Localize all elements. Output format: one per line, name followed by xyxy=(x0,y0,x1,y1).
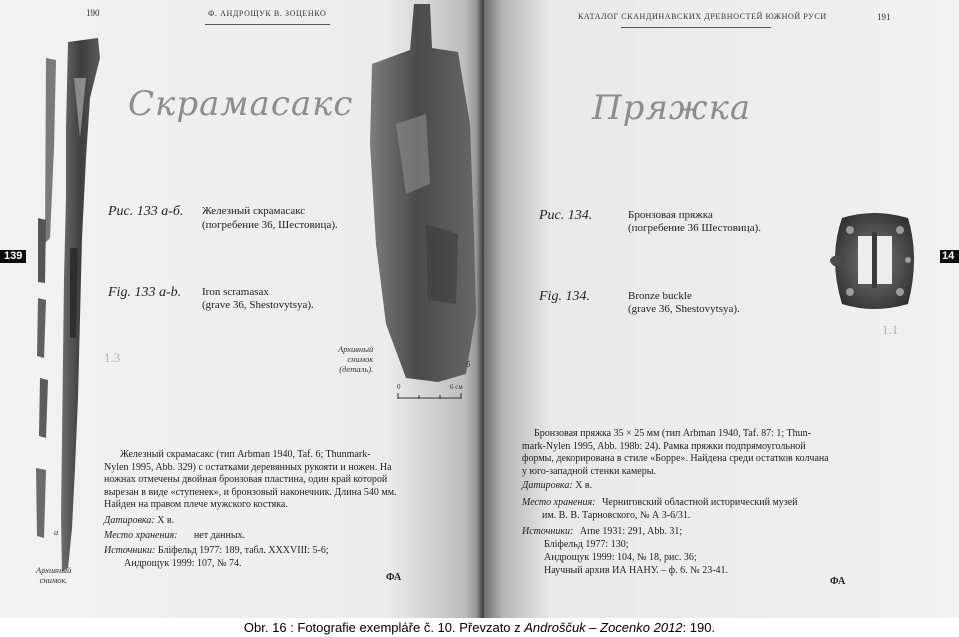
fig-en-label-right: Fig. 134. xyxy=(539,289,590,304)
storage-label: Место хранения: xyxy=(522,497,596,508)
body-line: формы, декорирована в стиле «Борре». Найдена среди остатков колчана xyxy=(522,453,829,464)
fig-ru-label-left: Рис. 133 а-б. xyxy=(108,204,184,219)
dating-row-left xyxy=(104,515,174,528)
page-tab-left: 139 xyxy=(0,250,26,263)
archive-note-line-2: снимок xyxy=(347,354,374,364)
body-line: Бронзовая пряжка 35 × 25 мм (тип Arbman 1940, Taf. 87: 1; Thun- xyxy=(534,428,811,439)
fig-ru-label-right: Рис. 134. xyxy=(539,208,593,223)
body-line: Найден на правом плече мужского костяка. xyxy=(104,499,288,510)
fig-en-caption-right-1: Bronze buckle xyxy=(628,290,692,302)
caption-prefix: Obr. 16 : Fotografie exempláře č. 10. Převzato z xyxy=(243,620,525,635)
running-head-right: КАТАЛОГ СКАНДИНАВСКИХ ДРЕВНОСТЕЙ ЮЖНОЙ РУСИ xyxy=(578,12,827,21)
sources-row-right-3: Андрощук 1999: 104, № 18, рис. 36; xyxy=(544,552,697,563)
body-line: Железный скрамасакс (тип Arbman 1940, Taf. 6; Thunmark- xyxy=(120,449,371,460)
fig-ru-caption-right-2: (погребение 36 Шестовица). xyxy=(628,222,761,234)
storage-row-right-2: им. В. В. Тарновского, № А 3-6/31. xyxy=(542,510,691,521)
body-line: Nylen 1995, Abb. 329) с остатками деревянных рукояти и ножен. На xyxy=(104,461,392,473)
number-marker-left: 1.3 xyxy=(104,350,121,365)
scale-end-label: 6 см xyxy=(450,383,463,391)
body-line: у юго-западной стенки камеры. xyxy=(522,465,656,477)
number-marker-right: 1.1 xyxy=(882,322,899,337)
caption-authors: Androščuk – Zocenko 2012 xyxy=(524,620,683,635)
bottom-archive-line-1: Архивный xyxy=(36,565,72,575)
left-page xyxy=(0,0,484,618)
fig-ru-caption-right-1: Бронзовая пряжка xyxy=(628,209,713,221)
body-line: ножнах отмечены двойная бронзовая пластина, один край которой xyxy=(104,474,388,485)
storage-row-left xyxy=(104,530,245,543)
fig-ru-caption-left-2: (погребение 36, Шестовица). xyxy=(202,219,338,231)
page-number-right: 191 xyxy=(877,12,891,22)
dating-row-right xyxy=(522,480,592,493)
letter-b-label: б xyxy=(466,359,471,369)
page-title-left: Скрамасакс xyxy=(128,84,354,124)
fa-mark-right: ФА xyxy=(830,576,846,587)
fig-ru-caption-left-1: Железный скрамасакс xyxy=(202,205,306,217)
body-text-left xyxy=(104,449,397,512)
storage-row-right xyxy=(522,497,798,510)
sources-row-left-2: Андрощук 1999: 107, № 74. xyxy=(124,558,242,569)
storage-value-1: Черниговский областной исторический музей xyxy=(601,497,798,508)
dating-value: X в. xyxy=(157,515,175,526)
sources-row-left xyxy=(104,545,329,558)
sources-label: Источники: xyxy=(522,526,574,537)
body-line: mark-Nylen 1995, Abb. 198b: 24). Рамка пряжки подпрямоугольной xyxy=(522,440,806,452)
header-rule-right xyxy=(621,27,771,28)
sources-value-1: Бліфельд 1977: 189, табл. XXXVIII: 5-6; xyxy=(157,545,329,556)
page-title-right: Пряжка xyxy=(592,88,752,128)
bottom-archive-note xyxy=(36,565,71,585)
figure-caption xyxy=(0,618,959,637)
caption-suffix: : 190. xyxy=(682,620,716,635)
bronze-buckle-photo xyxy=(824,208,924,313)
sources-label: Источники: xyxy=(104,545,156,556)
scale-bar xyxy=(397,392,463,400)
letter-a-label: а xyxy=(54,527,59,537)
running-head-left: Ф. АНДРОЩУК В. ЗОЦЕНКО xyxy=(208,9,327,18)
archive-note-line-1: Архивный xyxy=(338,344,374,354)
scale-start-label: 0 xyxy=(397,383,401,391)
storage-label: Место хранения: xyxy=(104,530,178,541)
bottom-archive-line-2: снимок. xyxy=(39,575,68,585)
sources-row-right-4: Научный архив ИА НАНУ. – ф. 6. № 23-41. xyxy=(544,565,729,576)
right-page xyxy=(484,0,959,618)
dating-value: X в. xyxy=(575,480,593,491)
fig-en-label-left: Fig. 133 a-b. xyxy=(108,285,182,300)
body-line: вырезан в виде «ступенек», и бронзовый наконечник. Длина 540 мм. xyxy=(104,486,397,498)
page-number-left: 190 xyxy=(86,8,100,18)
body-text-right xyxy=(522,428,829,478)
fa-mark-left: ФА xyxy=(386,572,402,583)
header-rule-left xyxy=(205,24,330,25)
fig-en-caption-right-2: (grave 36, Shestovytsya). xyxy=(628,303,740,315)
archive-note-detail xyxy=(338,344,373,374)
sources-row-right xyxy=(522,526,682,539)
sources-value-1: Arne 1931: 291, Abb. 31; xyxy=(579,526,683,537)
page-tab-right: 14 xyxy=(940,250,959,263)
dating-label: Датировка: xyxy=(104,515,155,526)
fig-en-caption-left-2: (grave 36, Shestovytsya). xyxy=(202,299,314,311)
dating-label: Датировка: xyxy=(522,480,573,491)
storage-value: нет данных. xyxy=(193,530,246,541)
archive-note-line-3: (деталь). xyxy=(339,364,374,374)
scramasax-detail-photo xyxy=(366,4,478,384)
sources-row-right-2: Бліфельд 1977: 130; xyxy=(544,539,629,550)
fig-en-caption-left-1: Iron scramasax xyxy=(202,286,269,298)
